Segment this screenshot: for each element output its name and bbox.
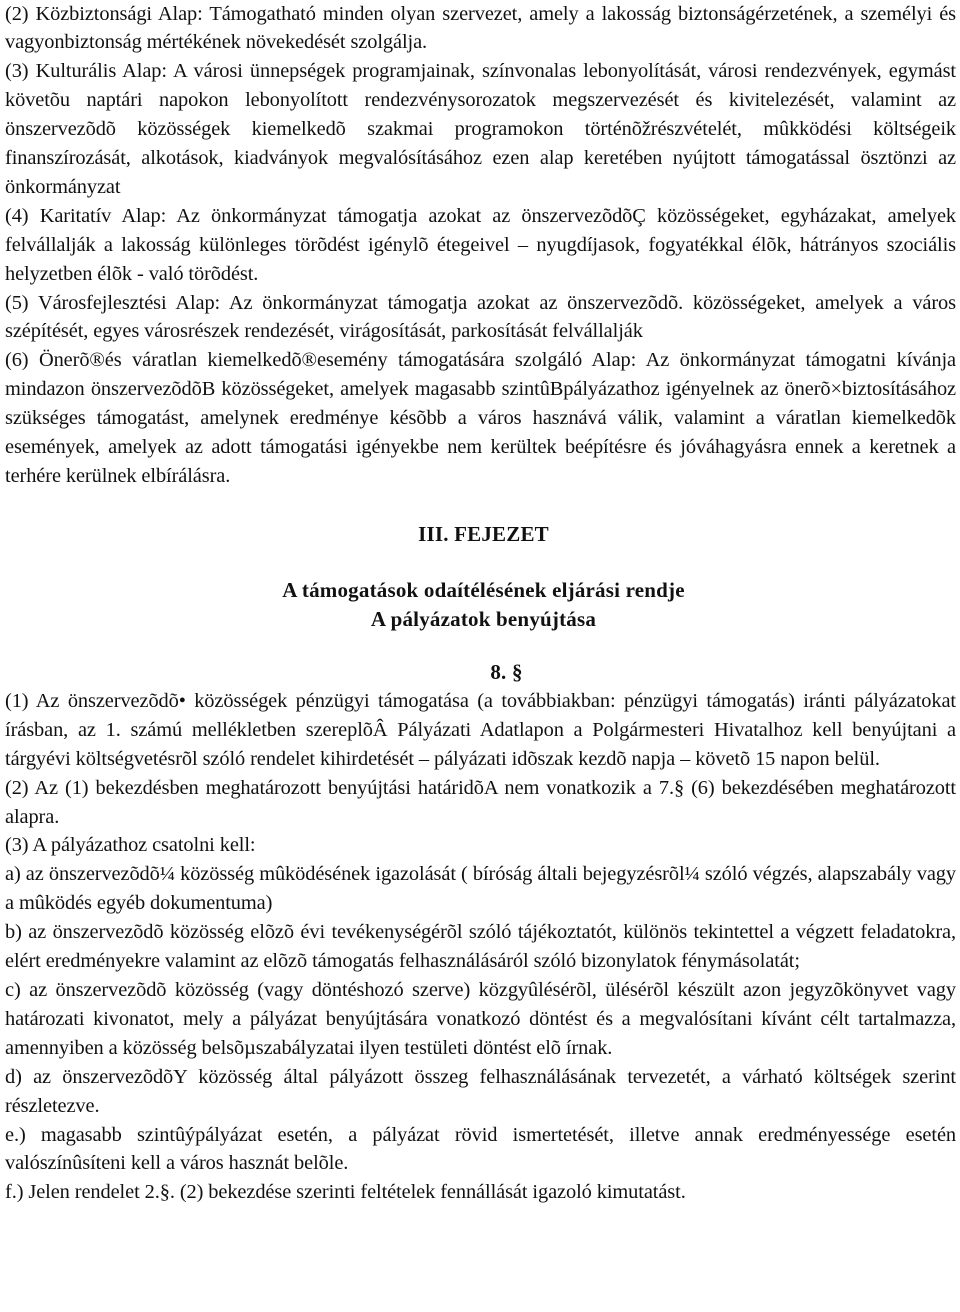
paragraph-kozbiztonsagi-alap: (2) Közbiztonsági Alap: Támogatható minden olyan szervezet, amely a lakosság biztonságérzetének, a személyi és vagyonbiztonság mértékének növekedését szolgálja. [5, 2, 956, 54]
paragraph-onero-alap: (6) Önerõ®és váratlan kiemelkedõ®esemény támogatására szolgáló Alap: Az önkormányzat támogatni kívánja mindazon önszervezõdõB közösségeket, amelyek magasabb szintûBpályázathoz igényelnek az önerõ×biztosításához szükséges támogatást, amelynek eredménye késõbb a város hasznává válik, valamint a váratlan kiemelkedõk események, amelyek az adott támogatási igényekbe nem kerültek beépítésre és jóváhagyásra ennek a keretnek a terhére kerülnek elbírálásra. [5, 349, 956, 487]
paragraph-8-1: (1) Az önszervezõdõ• közösségek pénzügyi támogatása (a továbbiakban: pénzügyi támogatás) iránti pályázatokat írásban, az 1. számú mellékletben szereplõÂ Pályázati Adatlapon a Polgármesteri Hivatalhoz kell benyújtani a tárgyévi költségvetésrõl szóló rendelet kihirdetését – pályázati idõszak kezdõ napja – követõ 15 napon belül. [5, 689, 956, 770]
list-item-a: a) az önszervezõdõ¼ közösség mûködésének igazolását ( bíróság általi bejegyzésrõl¼ szóló végzés, alapszabály vagy a mûködés egyéb dokumentuma) [5, 863, 956, 915]
document-page [5, 0, 956, 1207]
list-item-e: e.) magasabb szintûýpályázat esetén, a pályázat rövid ismertetését, illetve annak eredményessége esetén valószínûsíteni kell a város hasznát belõle. [5, 1123, 956, 1175]
list-item-f: f.) Jelen rendelet 2.§. (2) bekezdése szerinti feltételek fennállását igazoló kimutatást. [5, 1181, 686, 1204]
section-number: 8. § [490, 659, 523, 684]
paragraph-8-2: (2) Az (1) bekezdésben meghatározott benyújtási határidõA nem vonatkozik a 7.§ (6) bekezdésében meghatározott alapra. [5, 776, 956, 828]
list-item-d: d) az önszervezõdõY közösség által pályázott összeg felhasználásának tervezetét, a várható költségek szerint részletezve. [5, 1065, 956, 1117]
paragraph-varosfejlesztesi-alap: (5) Városfejlesztési Alap: Az önkormányzat támogatja azokat az önszervezõdõ. közösségeket, amelyek a város szépítését, egyes városrészek rendezését, virágosítását, parkosítását felvállalják [5, 291, 956, 343]
paragraph-kulturalis-alap: (3) Kulturális Alap: A városi ünnepségek programjainak, színvonalas lebonyolítását, városi rendezvények, egymást követõu naptári napokon lebonyolított rendezvénysorozatok megszervezését és kivitelezését, valamint az önszervezõdõ közösségek kiemelkedõ szakmai programokon történõžrészvételét, mûkködési költségeik finanszírozását, alkotások, kiadványok megvalósításához ezen alap keretében nyújtott támogatással ösztönzi az önkormányzat [5, 60, 956, 198]
chapter-heading: III. FEJEZET [418, 521, 549, 546]
list-item-b: b) az önszervezõdõ közösség elõzõ évi tevékenységérõl szóló tájékoztatót, különös tekintettel a végzett feladatokra, elért eredményekre valamint az elõzõ támogatás felhasználásáról szóló bizonylatok fénymásolatát; [5, 921, 956, 973]
chapter-subtitle: A pályázatok benyújtása [370, 606, 597, 631]
chapter-title: A támogatások odaítélésének eljárási rendje [282, 577, 685, 602]
paragraph-8-3: (3) A pályázathoz csatolni kell: [5, 834, 256, 857]
list-item-c: c) az önszervezõdõ közösség (vagy döntéshozó szerve) közgyûlésérõl, ülésérõl készült azon jegyzõkönyvet vagy határozati kivonatot, mely a pályázat benyújtására vonatkozó döntést és a megvalósítani kívánt célt tartalmazza, amennyiben a közösség belsõµszabályzatai ilyen testületi döntést elõ írnak. [5, 978, 956, 1059]
paragraph-karitativ-alap: (4) Karitatív Alap: Az önkormányzat támogatja azokat az önszervezõdõÇ közösségeket, egyházakat, amelyek felvállalják a lakosság különleges törõdést igénylõ étegeivel – nyugdíjasok, fogyatékkal élõk, hátrányos szociális helyzetben élõk - való törõdést. [5, 204, 956, 285]
